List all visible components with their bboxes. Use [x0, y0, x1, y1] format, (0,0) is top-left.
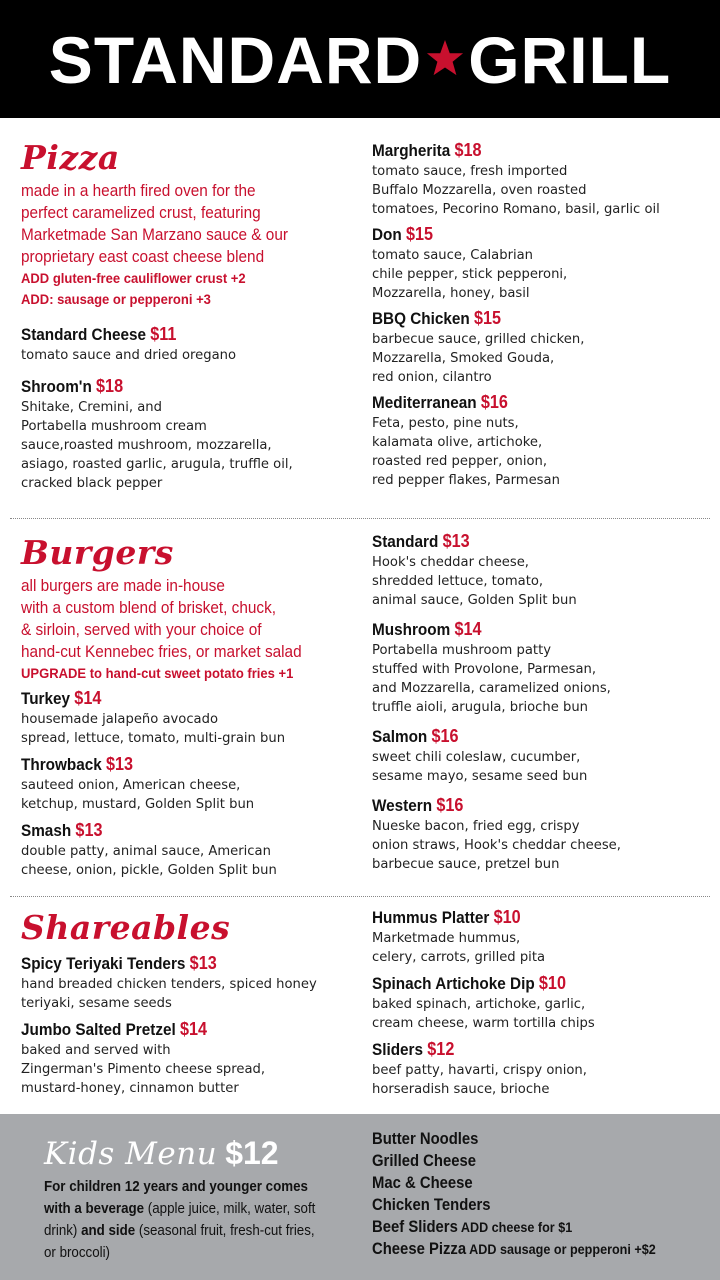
kids-menu-item — [372, 1172, 715, 1194]
menu-item — [21, 819, 356, 880]
kids-menu-item — [372, 1194, 715, 1216]
kids-menu-name: Kids Menu — [44, 1136, 218, 1172]
description-line: sauce,roasted mushroom, mozzarella, — [21, 437, 272, 453]
description-line: barbecue sauce, grilled chicken, — [372, 331, 585, 347]
kids-item-name: Butter Noodles — [372, 1130, 479, 1148]
menu-item-name: Standard Cheese — [21, 325, 147, 344]
text-line: UPGRADE to hand-cut sweet potato fries +1 — [21, 665, 294, 681]
description-line: red pepper flakes, Parmesan — [372, 472, 560, 488]
menu-item-price: $16 — [480, 392, 508, 412]
menu-item-price: $16 — [431, 726, 459, 746]
menu-item — [372, 530, 712, 610]
description-line: shredded lettuce, tomato, — [372, 573, 544, 589]
menu-item-title — [372, 307, 715, 330]
menu-item-price: $10 — [493, 907, 521, 927]
description-line: tomato sauce, fresh imported — [372, 163, 568, 179]
description-line: asiago, roasted garlic, arugula, truffle oil, — [21, 456, 293, 472]
menu-item-name: Mediterranean — [372, 393, 477, 412]
menu-item — [372, 223, 712, 303]
menu-item-description — [21, 710, 359, 748]
kids-desc-bold-2: and side — [81, 1223, 136, 1239]
menu-item-title — [372, 1038, 715, 1061]
menu-item-title — [372, 725, 715, 748]
menu-item-name: Salmon — [372, 727, 428, 746]
menu-item-description — [21, 1041, 359, 1098]
menu-item-description — [21, 975, 359, 1013]
shareables-right-column — [372, 906, 712, 1099]
burgers-right-column — [372, 530, 712, 874]
description-line: Mozzarella, Smoked Gouda, — [372, 350, 555, 366]
menu-item-price: $15 — [474, 308, 502, 328]
shareables-left-column — [21, 908, 356, 1098]
description-line: baked and served with — [21, 1042, 171, 1058]
pizza-intro — [21, 180, 357, 268]
description-line: mustard-honey, cinnamon butter — [21, 1080, 239, 1096]
description-line: Hook's cheddar cheese, — [372, 554, 529, 570]
menu-item-description — [372, 246, 715, 303]
description-line: red onion, cilantro — [372, 369, 492, 385]
description-line: sweet chili coleslaw, cucumber, — [372, 749, 581, 765]
description-line: Zingerman's Pimento cheese spread, — [21, 1061, 266, 1077]
menu-item-price: $13 — [442, 531, 470, 551]
menu-item — [372, 972, 712, 1033]
menu-item-price: $13 — [75, 820, 103, 840]
burgers-section-title: Burgers — [21, 533, 174, 572]
description-line: spread, lettuce, tomato, multi-grain bun — [21, 730, 286, 746]
section-divider — [10, 896, 710, 897]
pizza-left-column — [21, 138, 356, 493]
menu-item — [21, 323, 356, 365]
menu-item-title — [372, 794, 715, 817]
menu-item-title — [372, 223, 715, 246]
menu-item-title — [372, 906, 715, 929]
menu-item-price: $15 — [406, 224, 434, 244]
menu-item-price: $11 — [150, 324, 177, 344]
description-line: truffle aioli, arugula, brioche bun — [372, 699, 588, 715]
menu-item-title — [21, 375, 359, 398]
menu-item-name: Hummus Platter — [372, 908, 490, 927]
kids-desc-plain-2: (seasonal fruit, fresh-cut fries, or broccoli) — [44, 1223, 315, 1261]
description-line: sauteed onion, American cheese, — [21, 777, 241, 793]
menu-item-price: $12 — [427, 1039, 455, 1059]
menu-item — [372, 725, 712, 786]
menu-item — [372, 618, 712, 717]
menu-item-price: $10 — [538, 973, 566, 993]
description-line: sesame mayo, sesame seed bun — [372, 768, 588, 784]
menu-item-description — [372, 1061, 715, 1099]
menu-item-name: Western — [372, 796, 433, 815]
text-line: proprietary east coast cheese blend — [21, 248, 265, 266]
text-line: made in a hearth fired oven for the — [21, 182, 256, 200]
menu-item-title — [21, 952, 359, 975]
menu-item-description — [372, 748, 715, 786]
description-line: onion straws, Hook's cheddar cheese, — [372, 837, 621, 853]
menu-item — [21, 1018, 356, 1098]
description-line: hand breaded chicken tenders, spiced honey — [21, 976, 317, 992]
menu-item-name: Don — [372, 225, 402, 244]
star-icon — [426, 39, 464, 77]
menu-item-price: $18 — [454, 140, 482, 160]
menu-item-price: $16 — [436, 795, 464, 815]
description-line: tomato sauce and dried oregano — [21, 347, 237, 363]
menu-item-name: Turkey — [21, 689, 71, 708]
description-line: Mozzarella, honey, basil — [372, 285, 530, 301]
kids-item-name: Chicken Tenders — [372, 1196, 491, 1214]
menu-item-price: $14 — [454, 619, 482, 639]
description-line: horseradish sauce, brioche — [372, 1081, 550, 1097]
description-line: roasted red pepper, onion, — [372, 453, 548, 469]
menu-item-description — [21, 346, 359, 365]
brand-logo — [0, 22, 720, 98]
menu-item — [372, 906, 712, 967]
pizza-left-items — [21, 323, 356, 493]
description-line: Portabella mushroom cream — [21, 418, 207, 434]
menu-item — [21, 687, 356, 748]
section-divider — [10, 518, 710, 519]
text-line: Marketmade San Marzano sauce & our — [21, 226, 288, 244]
description-line: baked spinach, artichoke, garlic, — [372, 996, 586, 1012]
menu-item-description — [372, 330, 715, 387]
description-line: teriyaki, sesame seeds — [21, 995, 172, 1011]
burgers-left-items — [21, 687, 356, 880]
text-line: hand-cut Kennebec fries, or market salad — [21, 643, 302, 661]
kids-item-name: Mac & Cheese — [372, 1174, 473, 1192]
menu-item-title — [372, 972, 715, 995]
menu-item-title — [372, 618, 715, 641]
description-line: kalamata olive, artichoke, — [372, 434, 543, 450]
description-line: tomato sauce, Calabrian — [372, 247, 534, 263]
brand-right: GRILL — [468, 23, 672, 97]
pizza-section-title: Pizza — [21, 138, 120, 177]
menu-item-description — [21, 842, 359, 880]
burgers-left-column — [21, 533, 356, 880]
brand-left: STANDARD — [48, 23, 423, 97]
description-line: Buffalo Mozzarella, oven roasted — [372, 182, 587, 198]
description-line: cracked black pepper — [21, 475, 163, 491]
menu-item-description — [372, 414, 715, 490]
menu-item — [21, 952, 356, 1013]
menu-item-description — [372, 817, 715, 874]
menu-item-name: Throwback — [21, 755, 102, 774]
description-line: beef patty, havarti, crispy onion, — [372, 1062, 587, 1078]
menu-item-description — [372, 929, 715, 967]
menu-item-name: Shroom'n — [21, 377, 92, 396]
kids-item-name: Beef Sliders — [372, 1218, 458, 1236]
text-line: all burgers are made in-house — [21, 577, 225, 595]
description-line: Marketmade hummus, — [372, 930, 521, 946]
description-line: cheese, onion, pickle, Golden Split bun — [21, 862, 277, 878]
menu-item — [372, 794, 712, 874]
kids-menu-list — [372, 1128, 712, 1260]
description-line: chile pepper, stick pepperoni, — [372, 266, 568, 282]
description-line: housemade jalapeño avocado — [21, 711, 218, 727]
menu-item-price: $13 — [106, 754, 134, 774]
description-line: ketchup, mustard, Golden Split bun — [21, 796, 255, 812]
shareables-right-items — [372, 906, 712, 1099]
kids-menu-panel — [0, 1114, 720, 1280]
menu-item-title — [21, 323, 359, 346]
description-line: double patty, animal sauce, American — [21, 843, 271, 859]
menu-item-name: Smash — [21, 821, 72, 840]
text-line: ADD: sausage or pepperoni +3 — [21, 291, 211, 307]
menu-item-name: Standard — [372, 532, 439, 551]
text-line: with a custom blend of brisket, chuck, — [21, 599, 277, 617]
menu-item — [21, 753, 356, 814]
description-line: Portabella mushroom patty — [372, 642, 552, 658]
menu-item-title — [21, 753, 359, 776]
menu-item-title — [372, 139, 715, 162]
kids-menu-item — [372, 1150, 715, 1172]
description-line: and Mozzarella, caramelized onions, — [372, 680, 611, 696]
menu-item-name: Spicy Teriyaki Tenders — [21, 954, 186, 973]
menu-item — [372, 1038, 712, 1099]
description-line: Nueske bacon, fried egg, crispy — [372, 818, 580, 834]
burgers-intro — [21, 575, 357, 663]
menu-item-price: $14 — [74, 688, 102, 708]
menu-item-title — [21, 687, 359, 710]
menu-item-title — [21, 819, 359, 842]
description-line: cream cheese, warm tortilla chips — [372, 1015, 595, 1031]
text-line: perfect caramelized crust, featuring — [21, 204, 261, 222]
kids-menu-description — [44, 1176, 320, 1264]
kids-desc-bold-1: For children 12 years and younger comes with a beverage — [44, 1179, 308, 1217]
description-line: celery, carrots, grilled pita — [372, 949, 546, 965]
menu-item-name: Mushroom — [372, 620, 451, 639]
pizza-addons — [21, 268, 357, 310]
kids-item-note: ADD cheese for $1 — [457, 1219, 573, 1235]
menu-item-name: Jumbo Salted Pretzel — [21, 1020, 176, 1039]
text-line: & sirloin, served with your choice of — [21, 621, 262, 639]
menu-item-price: $14 — [180, 1019, 208, 1039]
menu-item-name: Margherita — [372, 141, 451, 160]
header-bar — [0, 0, 720, 118]
menu-item-name: Spinach Artichoke Dip — [372, 974, 535, 993]
description-line: Feta, pesto, pine nuts, — [372, 415, 519, 431]
kids-menu-price: $12 — [225, 1135, 279, 1171]
menu-item-description — [372, 162, 715, 219]
menu-item-name: Sliders — [372, 1040, 424, 1059]
description-line: tomatoes, Pecorino Romano, basil, garlic oil — [372, 201, 660, 217]
pizza-right-column — [372, 139, 712, 490]
shareables-section-title: Shareables — [21, 908, 231, 947]
description-line: stuffed with Provolone, Parmesan, — [372, 661, 596, 677]
kids-menu-title — [44, 1134, 279, 1178]
menu-item — [21, 375, 356, 493]
burgers-right-items — [372, 530, 712, 874]
menu-item — [372, 139, 712, 219]
kids-menu-item — [372, 1238, 715, 1260]
kids-item-name: Cheese Pizza — [372, 1240, 467, 1258]
menu-item-description — [372, 995, 715, 1033]
menu-item-price: $13 — [189, 953, 217, 973]
menu-item-description — [372, 641, 715, 717]
menu-item-description — [21, 398, 359, 493]
menu-item-title — [21, 1018, 359, 1041]
shareables-left-items — [21, 952, 356, 1098]
kids-desc-plain-1: (apple juice, milk, water, soft drink) — [44, 1201, 316, 1239]
menu-item-name: BBQ Chicken — [372, 309, 470, 328]
description-line: animal sauce, Golden Split bun — [372, 592, 577, 608]
burgers-upgrade — [21, 663, 357, 684]
kids-menu-item — [372, 1216, 715, 1238]
text-line: ADD gluten-free cauliflower crust +2 — [21, 270, 246, 286]
menu-item — [372, 391, 712, 490]
kids-menu-item — [372, 1128, 715, 1150]
pizza-right-items — [372, 139, 712, 490]
menu-item-description — [21, 776, 359, 814]
description-line: Shitake, Cremini, and — [21, 399, 162, 415]
menu-item-title — [372, 530, 715, 553]
kids-item-name: Grilled Cheese — [372, 1152, 477, 1170]
description-line: barbecue sauce, pretzel bun — [372, 856, 560, 872]
kids-item-note: ADD sausage or pepperoni +$2 — [466, 1241, 656, 1257]
menu-item — [372, 307, 712, 387]
menu-item-description — [372, 553, 715, 610]
menu-item-price: $18 — [96, 376, 124, 396]
menu-item-title — [372, 391, 715, 414]
